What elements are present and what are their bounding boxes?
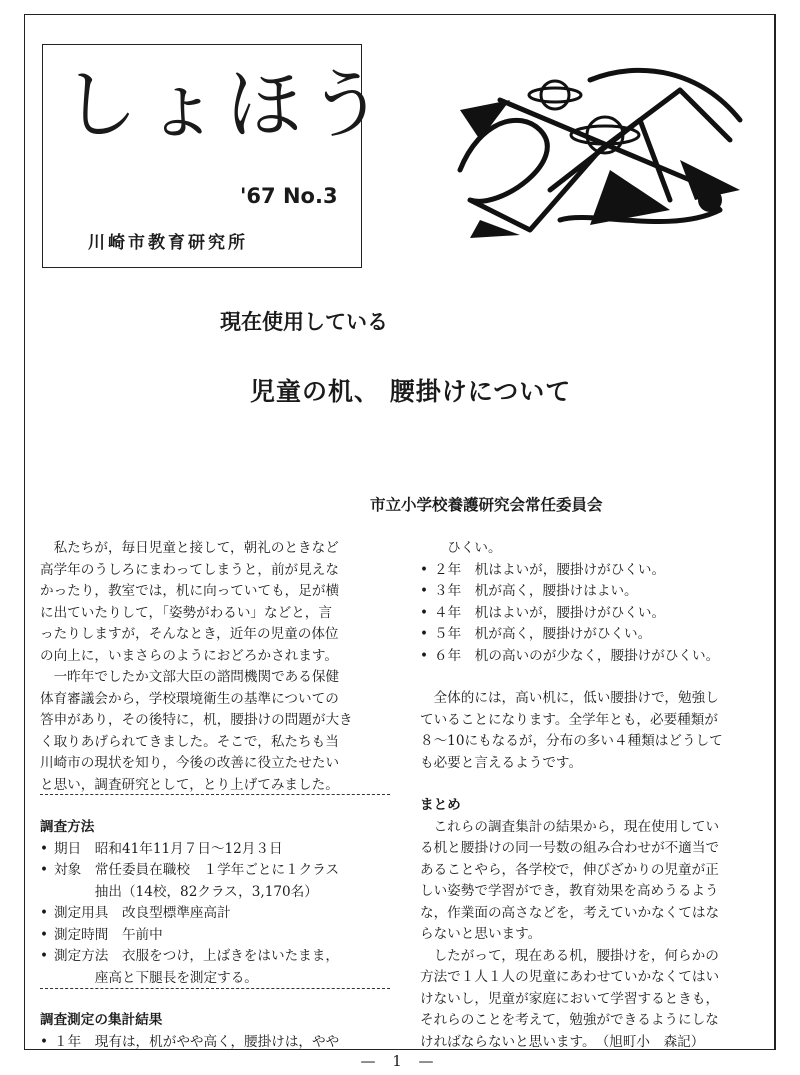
overall-line: ていることになります。全学年とも，必要種類が: [420, 711, 718, 728]
results-item: • １年 現有は，机がやや高く，腰掛けは，やや: [40, 1033, 340, 1050]
results-item: • ２年 机はよいが，腰掛けがひくい。: [420, 561, 666, 578]
summary-line: それらのことを考えて，勉強ができるようにしな: [420, 1012, 719, 1028]
method-heading: 調査方法: [40, 819, 95, 835]
method-item: • 測定用具 改良型標準座高計: [40, 905, 231, 921]
summary-line: 方法で１人１人の児童にあわせていかなくてはい: [420, 969, 720, 985]
method-item: • 測定時間 午前中: [40, 926, 163, 943]
intro-line: 答申があり，その後特に，机，腰掛けの問題が大き: [40, 712, 353, 728]
article-subheading: 現在使用している: [220, 310, 388, 334]
section-divider: [40, 988, 390, 989]
results-heading: 調査測定の集計結果: [40, 1012, 163, 1028]
intro-line: 体育審議会から，学校環境衛生の基準についての: [40, 690, 339, 707]
intro-line: く取りあげられてきました。そこで，私たちも当: [40, 733, 339, 750]
results-item: • ６年 机の高いのが少なく，腰掛けがひくい。: [420, 647, 720, 664]
results-item: • ３年 机が高く，腰掛けはよい。: [420, 583, 638, 599]
summary-line: る机と腰掛けの同一号数の組み合わせが不適当で: [420, 840, 720, 856]
method-item: • 対象 常任委員在職校 １学年ごとに１クラス: [40, 862, 340, 878]
summary-line: あることやら，各学校で，伸びざかりの児童が正: [420, 861, 719, 878]
section-divider: [40, 794, 390, 795]
summary-line: したがって，現在ある机，腰掛けを，何らかの: [420, 947, 719, 964]
issue-number: '67 No.3: [240, 184, 338, 208]
article-headline: 児童の机、 腰掛けについて: [250, 377, 572, 406]
summary-line: らないと思います。: [420, 926, 542, 942]
method-item: 座高と下腿長を測定する。: [54, 969, 258, 986]
right-column: [420, 538, 770, 1053]
results-continued: ひくい。: [420, 540, 502, 556]
overall-line: も必要と言えるようです。: [420, 754, 583, 771]
results-item: • ５年 机が高く，腰掛けがひくい。: [420, 626, 652, 642]
intro-line: 一昨年でしたか文部大臣の諮問機関である保健: [40, 669, 340, 685]
results-item: • ４年 机はよいが，腰掛けがひくい。: [420, 604, 666, 621]
left-column: [40, 538, 400, 1053]
intro-line: ったりしますが，そんなとき，近年の児童の体位: [40, 626, 339, 642]
method-item: • 期日 昭和41年11月７日〜12月３日: [40, 840, 283, 857]
method-item: 抽出（14校，82クラス，3,170名）: [54, 883, 318, 900]
intro-line: かったり，教室では，机に向っていても，足が横: [40, 583, 340, 599]
abstract-illustration: [440, 60, 750, 240]
intro-line: と思い，調査研究として，とり上げてみました。: [40, 776, 339, 793]
overall-line: ８〜10にもなるが，分布の多い４種類はどうして: [420, 733, 723, 749]
summary-line: ければならないと思います。 （旭町小 森記）: [420, 1033, 705, 1050]
summary-heading: まとめ: [420, 797, 461, 813]
summary-line: しい姿勢で学習ができ，教育効果を高めうるよう: [420, 883, 719, 899]
summary-line: な，作業面の高さなどを，考えていかなくてはな: [420, 904, 720, 921]
page-number: — 1 —: [360, 1052, 440, 1070]
article-byline: 市立小学校養護研究会常任委員会: [370, 496, 603, 514]
overall-line: 全体的には，高い机に，低い腰掛けで，勉強し: [420, 690, 719, 706]
summary-line: これらの調査集計の結果から，現在使用してい: [420, 818, 720, 835]
newsletter-title: しょほう: [62, 60, 390, 149]
intro-line: 川崎市の現状を知り，今後の改善に役立たせたい: [40, 755, 340, 771]
intro-line: 私たちが，毎日児童と接して，朝礼のときなど: [40, 540, 339, 556]
intro-line: 高学年のうしろにまわってしまうと，前が見えな: [40, 561, 339, 578]
method-item: • 測定方法 衣服をつけ，上ばきをはいたまま，: [40, 948, 339, 964]
summary-line: けないし，児童が家庭において学習するときも，: [420, 990, 720, 1007]
organization-name: 川崎市教育研究所: [88, 233, 248, 253]
intro-line: に出ていたりして，「姿勢がわるい」などと，言: [40, 604, 332, 621]
intro-line: の向上に，いまさらのようにおどろかされます。: [40, 647, 338, 664]
